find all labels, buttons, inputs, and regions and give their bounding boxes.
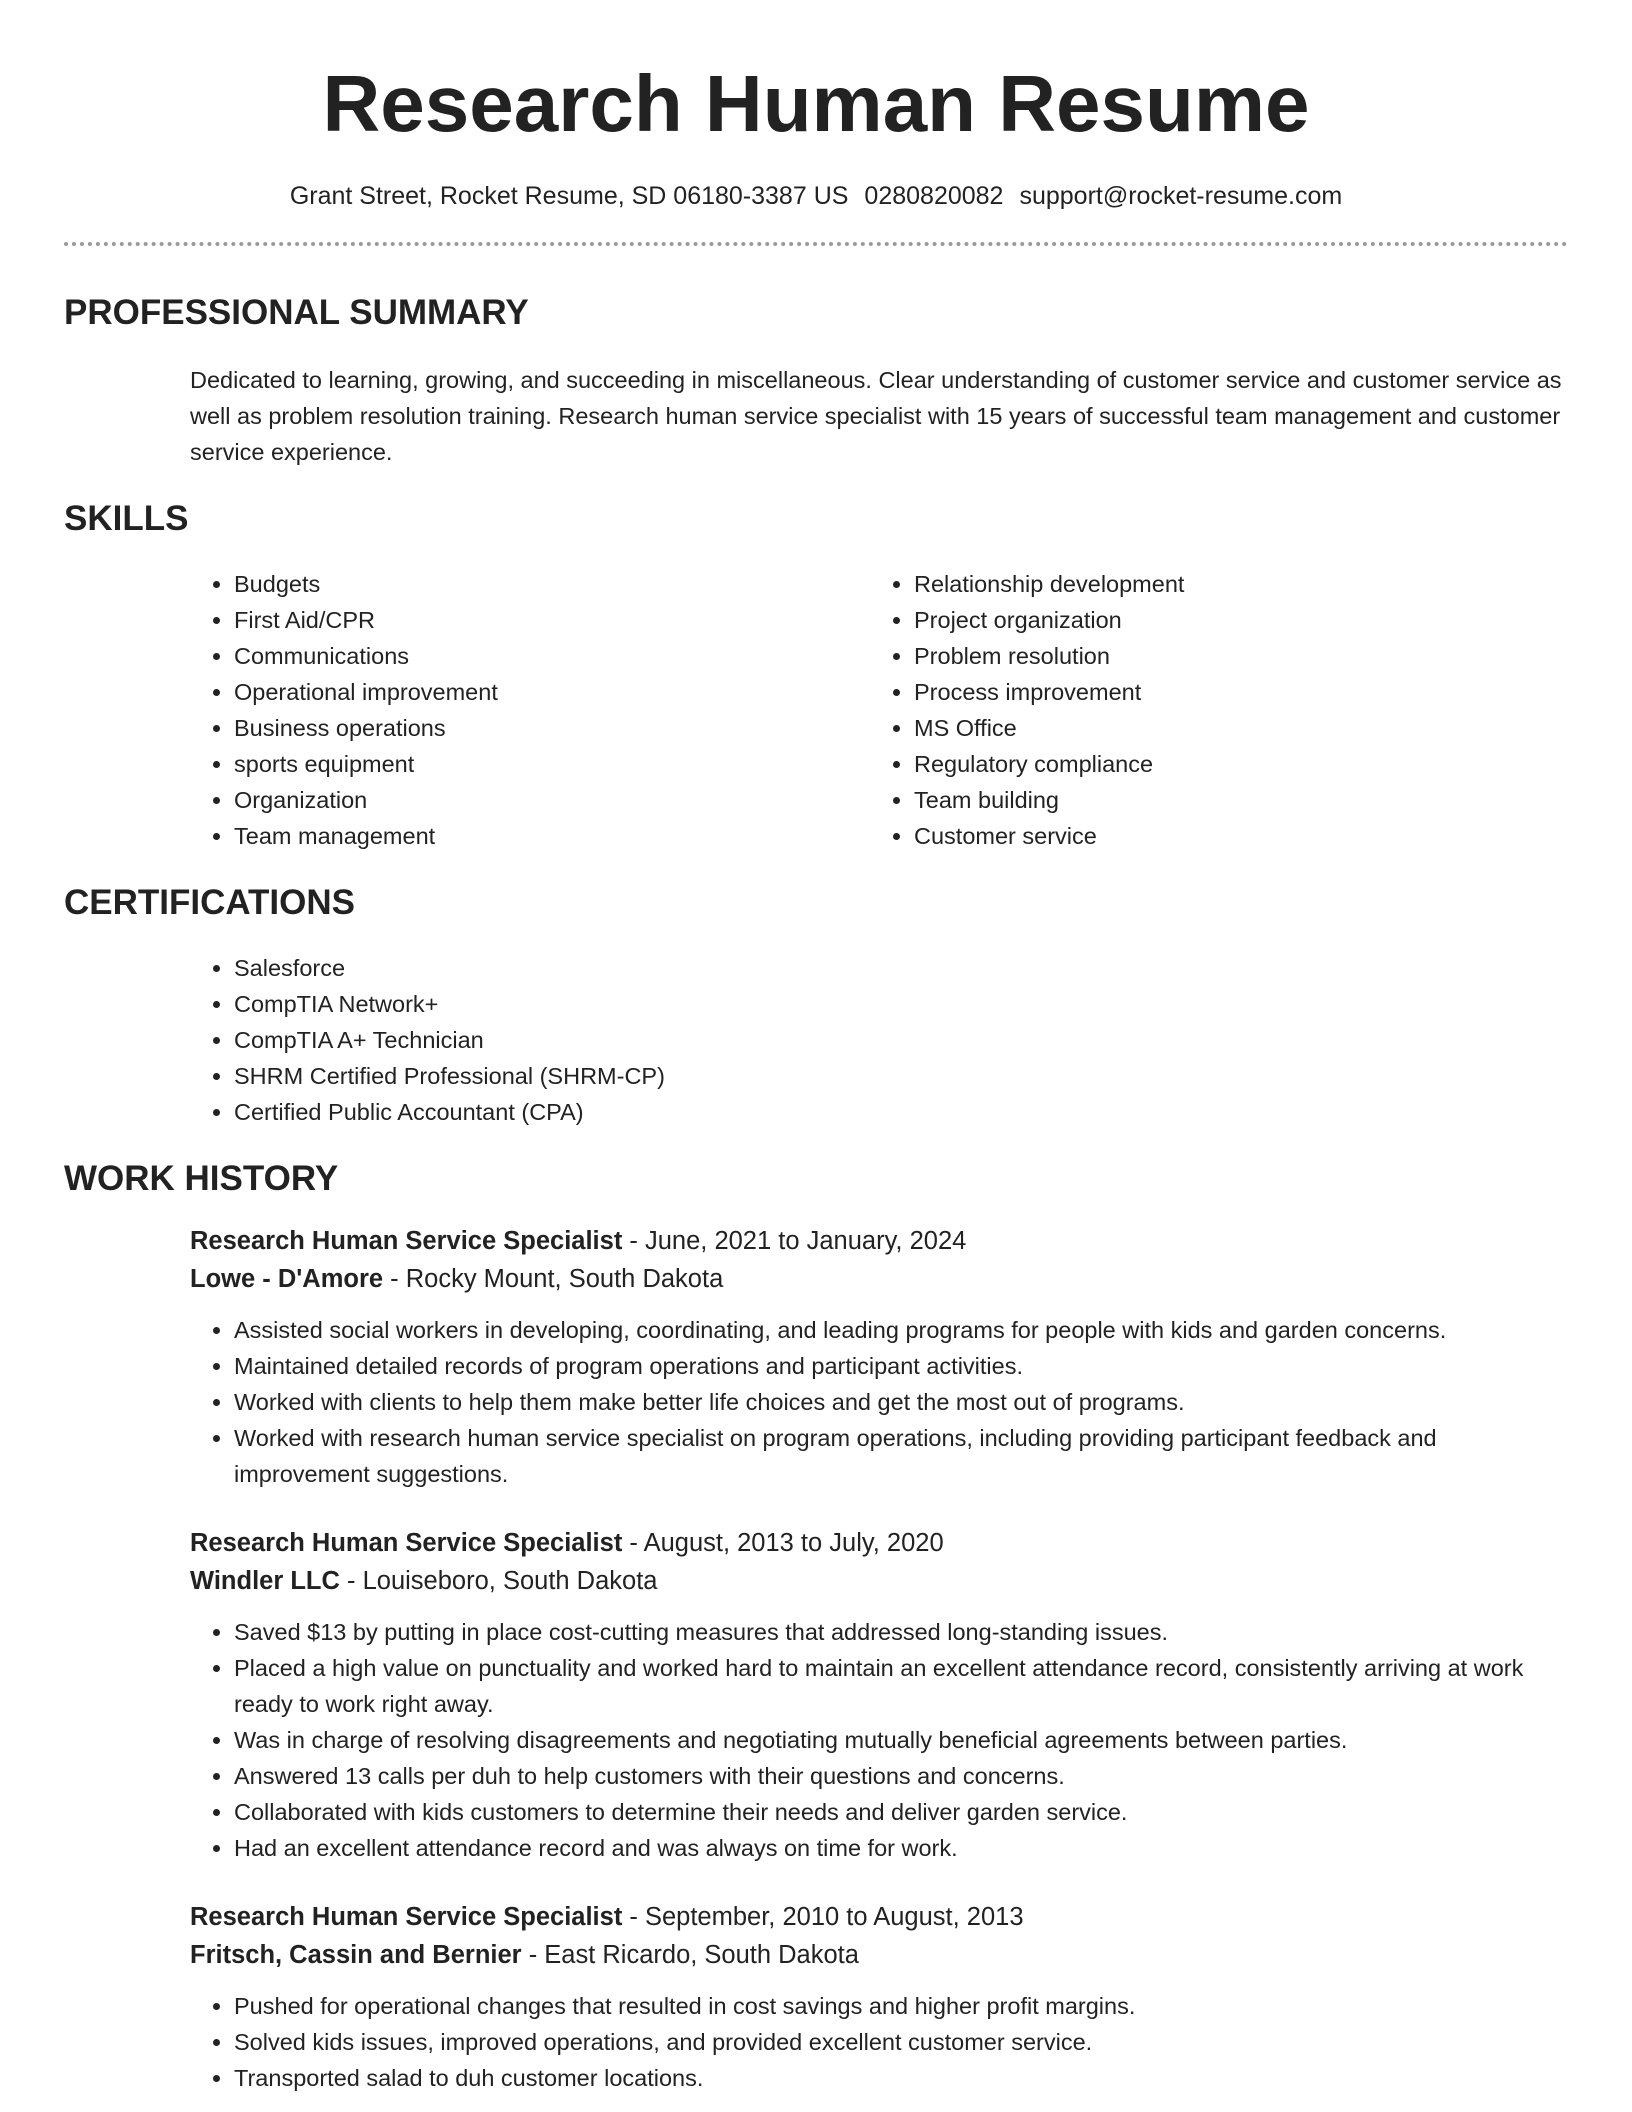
certification-item: • SHRM Certified Professional (SHRM-CP) bbox=[234, 1058, 1568, 1094]
certification-item: • CompTIA Network+ bbox=[234, 986, 1568, 1022]
certification-item: • Certified Public Accountant (CPA) bbox=[234, 1094, 1568, 1130]
job-bullet: • Collaborated with kids customers to determine their needs and deliver garden service. bbox=[234, 1794, 1568, 1830]
skill-item: • Problem resolution bbox=[914, 638, 1550, 674]
job-company: Fritsch, Cassin and Bernier bbox=[190, 1941, 522, 1969]
job-title-line bbox=[190, 1222, 1568, 1260]
skill-item: • Relationship development bbox=[914, 566, 1550, 602]
job-bullet: • Worked with clients to help them make better life choices and get the most out of programs. bbox=[234, 1384, 1568, 1420]
job-bullet: • Answered 13 calls per duh to help customers with their questions and concerns. bbox=[234, 1758, 1568, 1794]
job-company-line bbox=[190, 1936, 1568, 1974]
skills-columns bbox=[190, 566, 1568, 854]
job-company-line bbox=[190, 1260, 1568, 1298]
skill-item: • Budgets bbox=[234, 566, 870, 602]
skill-item: • Business operations bbox=[234, 710, 870, 746]
skill-item: • sports equipment bbox=[234, 746, 870, 782]
job-dates: - June, 2021 to January, 2024 bbox=[622, 1227, 967, 1255]
contact-line bbox=[64, 180, 1568, 212]
certifications-block bbox=[190, 950, 1568, 1130]
job-entry bbox=[190, 1222, 1568, 1492]
job-bullet: • Saved $13 by putting in place cost-cutting measures that addressed long-standing issues. bbox=[234, 1614, 1568, 1650]
job-bullets bbox=[190, 1614, 1568, 1866]
resume-name: Research Human Resume bbox=[322, 59, 1310, 148]
job-bullet: • Had an excellent attendance record and was always on time for work. bbox=[234, 1830, 1568, 1866]
job-dates: - August, 2013 to July, 2020 bbox=[622, 1529, 944, 1557]
job-bullet: • Maintained detailed records of program operations and participant activities. bbox=[234, 1348, 1568, 1384]
certifications-heading: CERTIFICATIONS bbox=[64, 883, 356, 922]
skill-item: • Operational improvement bbox=[234, 674, 870, 710]
job-entry bbox=[190, 1524, 1568, 1866]
work-history-heading: WORK HISTORY bbox=[64, 1159, 339, 1198]
job-bullets bbox=[190, 1312, 1568, 1492]
skill-item: • MS Office bbox=[914, 710, 1550, 746]
skill-item: • Team building bbox=[914, 782, 1550, 818]
job-location: - Louiseboro, South Dakota bbox=[339, 1567, 658, 1595]
summary-heading: PROFESSIONAL SUMMARY bbox=[64, 293, 529, 332]
job-role: Research Human Service Specialist bbox=[190, 1529, 623, 1557]
job-title-line bbox=[190, 1898, 1568, 1936]
skill-item: • Customer service bbox=[914, 818, 1550, 854]
job-bullet: • Worked with research human service specialist on program operations, including providing participant feedback and improvement suggestions. bbox=[234, 1420, 1568, 1492]
certifications-list bbox=[190, 950, 1568, 1130]
header-divider bbox=[64, 242, 1568, 246]
job-bullet: • Pushed for operational changes that resulted in cost savings and higher profit margins. bbox=[234, 1988, 1568, 2024]
summary-text: Dedicated to learning, growing, and succeeding in miscellaneous. Clear understanding of customer service and customer service as well as problem resolution training. Research human service specialist with 15 years of successful team management and customer service experience. bbox=[190, 367, 1562, 465]
skills-list-right bbox=[870, 566, 1550, 854]
job-bullet: • Was in charge of resolving disagreements and negotiating mutually beneficial agreements between parties. bbox=[234, 1722, 1568, 1758]
job-bullets bbox=[190, 1988, 1568, 2096]
contact-address: Grant Street, Rocket Resume, SD 06180-3387 US bbox=[289, 182, 849, 210]
job-company-line bbox=[190, 1562, 1568, 1600]
skill-item: • First Aid/CPR bbox=[234, 602, 870, 638]
job-bullet: • Assisted social workers in developing, coordinating, and leading programs for people with kids and garden concerns. bbox=[234, 1312, 1568, 1348]
job-bullet: • Transported salad to duh customer locations. bbox=[234, 2060, 1568, 2096]
contact-email: support@rocket-resume.com bbox=[1019, 182, 1343, 210]
certification-item: • CompTIA A+ Technician bbox=[234, 1022, 1568, 1058]
skills-heading: SKILLS bbox=[64, 499, 189, 538]
job-company: Windler LLC bbox=[190, 1567, 340, 1595]
job-location: - East Ricardo, South Dakota bbox=[521, 1941, 859, 1969]
job-bullet: • Solved kids issues, improved operations, and provided excellent customer service. bbox=[234, 2024, 1568, 2060]
skills-column-left bbox=[190, 566, 870, 854]
contact-phone: 0280820082 bbox=[864, 182, 1004, 210]
job-dates: - September, 2010 to August, 2013 bbox=[622, 1903, 1024, 1931]
skills-list-left bbox=[190, 566, 870, 854]
job-bullet: • Placed a high value on punctuality and worked hard to maintain an excellent attendance record, consistently arriving at work ready to work right away. bbox=[234, 1650, 1568, 1722]
skill-item: • Process improvement bbox=[914, 674, 1550, 710]
skill-item: • Team management bbox=[234, 818, 870, 854]
certification-item: • Salesforce bbox=[234, 950, 1568, 986]
job-role: Research Human Service Specialist bbox=[190, 1903, 623, 1931]
skills-column-right bbox=[870, 566, 1550, 854]
skill-item: • Organization bbox=[234, 782, 870, 818]
job-company: Lowe - D'Amore bbox=[190, 1265, 384, 1293]
job-entry bbox=[190, 1898, 1568, 2096]
job-role: Research Human Service Specialist bbox=[190, 1227, 623, 1255]
skill-item: • Communications bbox=[234, 638, 870, 674]
job-location: - Rocky Mount, South Dakota bbox=[383, 1265, 724, 1293]
skill-item: • Project organization bbox=[914, 602, 1550, 638]
job-title-line bbox=[190, 1524, 1568, 1562]
skill-item: • Regulatory compliance bbox=[914, 746, 1550, 782]
